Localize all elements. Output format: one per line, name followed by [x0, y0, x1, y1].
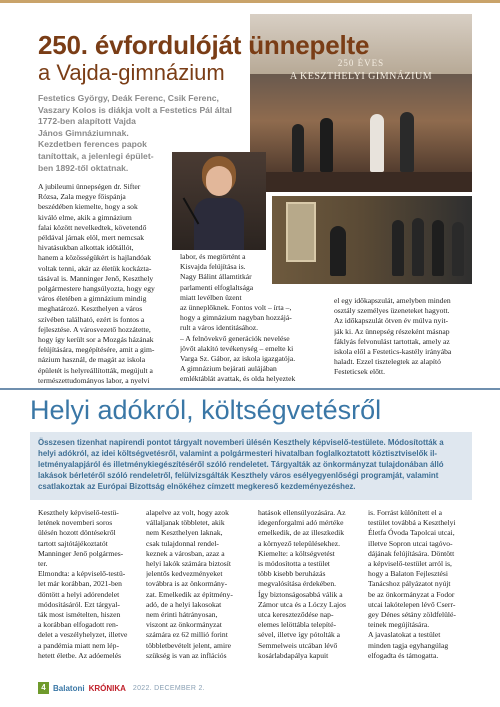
text-line: hogy a Balaton Fejlesztési — [368, 569, 448, 579]
top-rule — [0, 0, 500, 3]
text-line: zat. Emelkedik az építmény- — [146, 589, 233, 599]
guest-figure — [392, 220, 404, 276]
text-line: delet a veszélyhelyzet, illetve — [38, 630, 128, 640]
text-line: Semmelweis utcában lévő — [258, 640, 338, 650]
page-number: 4 — [38, 682, 49, 694]
text-line: idegenforgalmi adó mértéke — [258, 518, 344, 528]
article2-column-3 — [258, 508, 366, 661]
lead-line: Festetics György, Deák Ferenc, Csik Ferenc, — [38, 93, 219, 103]
text-line: a környező településekhez. — [258, 538, 341, 548]
issue-date: 2022. DECEMBER 2. — [132, 684, 205, 692]
lead-line: Kezdetben ferences papok — [38, 139, 147, 150]
text-line: let már korábban, 2021-ben — [38, 579, 122, 589]
brand-name-right: KRÓNIKA — [88, 683, 126, 693]
guest-figure — [412, 218, 424, 276]
text-line: csak tulajdonnal rendel- — [146, 538, 219, 548]
text-line: viszont az önkormányzat — [146, 620, 222, 630]
text-line: épületét is helyreállították, megújult a — [38, 365, 153, 375]
text-line: miatt levélben üzent — [180, 292, 242, 302]
text-line: Festeticsek előtt. — [334, 367, 386, 377]
text-line: gey Dénes sétány zöldfelülé- — [368, 610, 456, 620]
text-line: meghatározó. Keszthelyen a város — [38, 304, 143, 314]
text-line: polgármestere hangsúlyozta, hogy egy — [38, 284, 155, 294]
text-line: felújítására, megépítésére, amit a gim- — [38, 345, 155, 355]
text-line: be az önkormányzat a Fodor — [368, 589, 455, 599]
speaker-head — [206, 166, 232, 196]
text-line: beszédében kiemelte, hogy a sok — [38, 202, 138, 212]
guest-figure — [452, 222, 464, 276]
text-line: is módosította a testület — [258, 559, 330, 569]
lead-line: ben 1892-től oktatnak. — [38, 162, 129, 173]
lead-line: Összesen tizenhat napirendi pontot tárgyalt novemberi ülésén Keszthely képviselő-testülete. Módosították a — [38, 438, 444, 447]
text-line: A javaslatokat a testület — [368, 630, 441, 640]
speaker-photo — [172, 152, 266, 250]
text-line: Tanácshoz pályázatot nyújt — [368, 579, 451, 589]
text-line: Elmondta: a képviselő-testü- — [38, 569, 126, 579]
text-line: alapelve az volt, hogy azok — [146, 508, 229, 517]
text-line: fejlesztése. A városvezető hozzátette, — [38, 324, 151, 334]
text-line: teinek megújítására. — [368, 620, 430, 630]
text-line: vállaljanak többletet, akik — [146, 518, 225, 528]
article2-title: Helyi adókról, költségvetésről — [30, 395, 382, 425]
text-line: iskola elől a Festetics-kastély irányába — [334, 347, 452, 357]
text-line: letének novemberi soros — [38, 518, 113, 528]
text-line: hatások ellensúlyozására. Az — [258, 508, 346, 517]
text-line: továbbra is az önkormány- — [146, 579, 228, 589]
text-line: Manninger Jenő polgármes- — [38, 548, 124, 558]
text-line: A gimnázium bejárati aulájában — [180, 364, 277, 374]
text-line: utcai lakótelepen lévő Cserr- — [368, 599, 456, 609]
lead-line: János Gimnáziumnak. — [38, 127, 129, 138]
text-line: Keszthely képviselő-testü- — [38, 508, 119, 517]
guest-figure — [432, 220, 444, 276]
text-line: hetett életbe. Az adóemelés — [38, 650, 122, 660]
text-line: A jubileumi ünnepségen dr. Sifter — [38, 182, 141, 191]
text-line: parlamenti elfoglaltsága — [180, 282, 254, 292]
lead-line: csatlakoztak az Európai Bizottság elnökéhez címzett megkereső kezdeményezéshez. — [38, 482, 356, 491]
lead-line: letményalapjáról és illetménykiegészítéséről szóló rendeletet. Tárgyalták az önkormányzat tulajdonában álló — [38, 460, 444, 469]
text-line: természettudományos labor, a nyelvi — [38, 375, 150, 385]
text-line: fáklyás felvonulást tartottak, amely az — [334, 336, 450, 346]
lead-line: tanítottak, a jelenlegi épület- — [38, 150, 154, 161]
text-line: Kisvajda felújítása is. — [180, 262, 246, 272]
text-line: hanem a közösségükért is hajlandóak — [38, 253, 152, 263]
text-line: megvalósítása érdekében. — [258, 579, 337, 589]
text-line: utca kereszteződése nap- — [258, 610, 334, 620]
banner-line2: A KESZTHELYI GIMNÁZIUM — [289, 71, 433, 82]
text-line: szívében található, ezért is fontos a — [38, 314, 145, 324]
text-line: minden tagja egyhangúlag — [368, 640, 449, 650]
text-line: adó, de a helyi lakosokat — [146, 599, 222, 609]
text-line: rult a város identitásához. — [180, 323, 259, 333]
text-line: osztály személyes üzeneteket hagyott. — [334, 306, 450, 316]
text-line: tásával is. Manninger Jenő, Keszthely — [38, 273, 154, 283]
text-line: testület továbbá a Keszthelyi — [368, 518, 456, 528]
text-line: Varga Sz. Gábor, az iskola igazgatója. — [180, 354, 296, 364]
text-line: haladt. Ezzel tisztelegtek az alapító — [334, 357, 441, 367]
article1-column-1 — [38, 182, 170, 386]
text-line: elfogadta és támogatta. — [368, 650, 439, 660]
text-line: többletbevételt jelent, amire — [146, 640, 231, 650]
text-line: kosárlabdapálya kapuit — [258, 650, 329, 660]
text-line: jövőt alakító tevékenység – emelte ki — [180, 343, 294, 353]
page-footer — [38, 681, 205, 695]
text-line: emelkedik, de az illeszkedik — [258, 528, 345, 538]
text-line: Rózsa, Zala megye főispánja — [38, 192, 126, 202]
text-line: ják ki. Az ünnepség részeként másnap — [334, 326, 450, 336]
banner-line1: 250 ÉVES — [337, 58, 385, 68]
text-line: jelentős kedvezményeket — [146, 569, 223, 579]
text-line: hivatásukban alkottak időtállót, — [38, 243, 134, 253]
text-line: tartott sajtótájékoztatót — [38, 538, 108, 548]
text-line: több kisebb beruházás — [258, 569, 326, 579]
text-line: Nagy Bálint államtitkár — [180, 272, 252, 282]
text-line: Így biztonságosabbá válik a — [258, 589, 343, 599]
text-line: ter. — [38, 559, 48, 569]
article1-column-3 — [334, 296, 474, 378]
text-line: város életében a gimnázium mindig — [38, 294, 147, 304]
performer-figure — [400, 112, 414, 172]
brand-name-left: Balatoni — [53, 683, 85, 693]
performer-figure — [320, 118, 333, 172]
text-line: a pandémia miatt nem lép- — [38, 640, 119, 650]
text-line: labor, és megtörtént a — [180, 252, 246, 261]
text-line: a képviselő-testület arról is, — [368, 559, 452, 569]
text-line: helyi lakók számára biztosít — [146, 559, 231, 569]
text-line: példával járnak elöl, mert nemcsak — [38, 233, 145, 243]
stage-floor — [250, 172, 472, 192]
text-line: dájának felújítására. Döntött — [368, 548, 455, 558]
text-line: hogy a gimnázium nagyban hozzájá- — [180, 313, 292, 323]
text-line: falai között nevelkedtek, követendő — [38, 222, 147, 232]
lead-line: lakások bérletéről szóló rendeletről, felülvizsgálták Keszthely város esélyegyenlőségi programját, valamint — [38, 471, 439, 480]
text-line: Kiemelte: a költségvetést — [258, 548, 335, 558]
section-divider — [0, 388, 500, 390]
article2-column-4 — [368, 508, 476, 661]
text-line: is. Forrást különített el a — [368, 508, 443, 517]
text-line: hogy így került sor a Mozgás házának — [38, 335, 154, 345]
text-line: Életfa Óvoda Tapolcai utcai, — [368, 528, 455, 538]
text-line: kiváló elme, akik a gimnázium — [38, 212, 132, 222]
text-line: elemes lelöttábla telepíté- — [258, 620, 337, 630]
text-line: sével, illetve így pótolták a — [258, 630, 341, 640]
lead-line: Vaszary Kolos is diákja volt a Festetics Pál által — [38, 104, 232, 115]
guitarist-figure — [330, 226, 346, 276]
text-line: voltak tenni, akár az életük kockázta- — [38, 263, 152, 273]
article1-title: 250. évfordulóját ünnepelte — [38, 30, 370, 60]
text-line: az ünneplőknek. Fontos volt – írta –, — [180, 303, 292, 313]
performer-figure — [370, 114, 384, 172]
text-line: emléktáblát avattak, és olda helyeztek — [180, 374, 296, 384]
article1-subtitle: a Vajda-gimnázium — [38, 60, 225, 85]
text-line: nem Keszthelyen laknak, — [146, 528, 223, 538]
text-line: el egy időkapszulát, amelyben minden — [334, 296, 451, 305]
text-line: Az időkapszulát ötven év múlva nyit- — [334, 316, 449, 326]
text-line: szükség is van az inflációs — [146, 650, 227, 660]
text-line: döntött a helyi adórendelet — [38, 589, 120, 599]
performer-figure — [292, 124, 304, 172]
article2-column-2 — [146, 508, 256, 661]
lead-line: 1772-ben alapított Vajda — [38, 116, 136, 127]
text-line: módosításáról. Ezt tárgyal- — [38, 599, 120, 609]
text-line: Zámor utca és a Lóczy Lajos — [258, 599, 346, 609]
text-line: ták most ismételten, hiszen — [38, 610, 121, 620]
article2-lead — [38, 437, 468, 492]
article1-column-2 — [180, 252, 310, 385]
text-line: ülésén hozott döntésekről — [38, 528, 116, 538]
text-line: názium használ, de magát az iskola — [38, 355, 146, 365]
text-line: a korábban elfogadott ren- — [38, 620, 119, 630]
text-line: számára ez 62 millió forint — [146, 630, 228, 640]
text-line: nem érinti hátrányosan, — [146, 610, 218, 620]
article2-column-1 — [38, 508, 142, 661]
text-line: illetve Sopron utcai tagóvo- — [368, 538, 453, 548]
lead-line: helyi adókról, az idei költségvetésről, valamint a polgármesteri hivatalban foglalkoztatott köztisztviselők il- — [38, 449, 438, 458]
speaker-body — [194, 198, 244, 250]
text-line: keznek a városban, azaz a — [146, 548, 225, 558]
text-line: – A felnövekvő generációk nevelése — [180, 333, 290, 343]
